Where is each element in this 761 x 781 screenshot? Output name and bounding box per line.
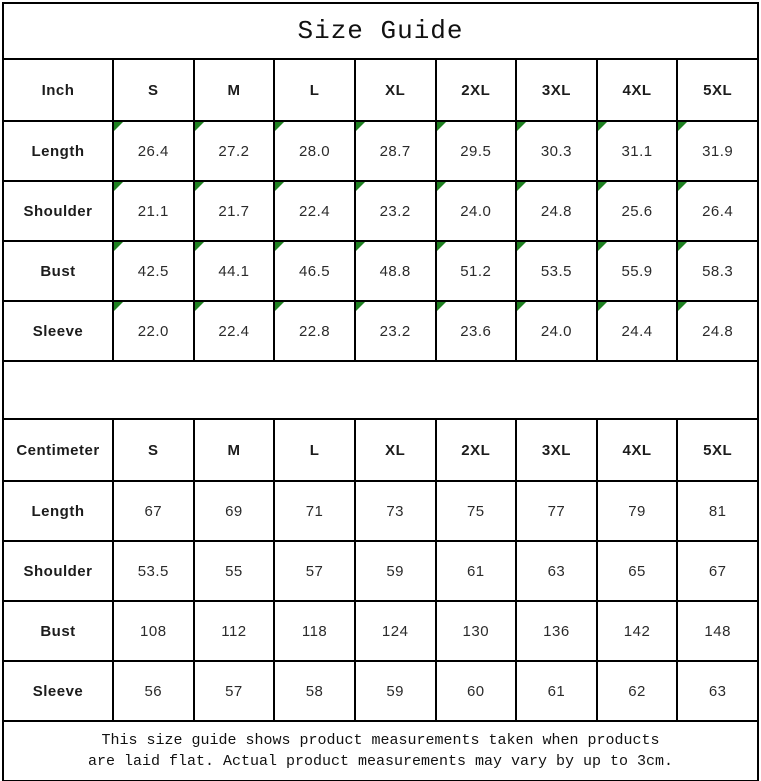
- spacer-row: [3, 361, 758, 419]
- value-cell: 28.7: [355, 121, 436, 181]
- flag-triangle-icon: [678, 242, 687, 251]
- value-cell: 61: [436, 541, 517, 601]
- value-cell: 67: [113, 481, 194, 541]
- value-cell: 48.8: [355, 241, 436, 301]
- value-cell: 59: [355, 541, 436, 601]
- row-label-cell: Bust: [3, 601, 113, 661]
- value-cell: 21.7: [194, 181, 275, 241]
- flag-triangle-icon: [517, 182, 526, 191]
- size-header-cell: M: [194, 59, 275, 121]
- flag-triangle-icon: [517, 242, 526, 251]
- value-cell: 27.2: [194, 121, 275, 181]
- size-header-cell: XL: [355, 59, 436, 121]
- value-cell: 58.3: [677, 241, 758, 301]
- row-label-cell: Sleeve: [3, 661, 113, 721]
- value-cell: 26.4: [677, 181, 758, 241]
- flag-triangle-icon: [114, 182, 123, 191]
- value-cell: 22.4: [194, 301, 275, 361]
- value-cell: 62: [597, 661, 678, 721]
- value-cell: 29.5: [436, 121, 517, 181]
- flag-triangle-icon: [517, 302, 526, 311]
- table-row: [3, 481, 758, 541]
- flag-triangle-icon: [356, 122, 365, 131]
- value-cell: 142: [597, 601, 678, 661]
- footer-note-line-2: are laid flat. Actual product measurements may vary by up to 3cm.: [87, 753, 674, 770]
- value-cell: 136: [516, 601, 597, 661]
- size-header-cell: 2XL: [436, 59, 517, 121]
- value-cell: 23.6: [436, 301, 517, 361]
- flag-triangle-icon: [437, 242, 446, 251]
- value-cell: 118: [274, 601, 355, 661]
- value-cell: 21.1: [113, 181, 194, 241]
- table-row: [3, 121, 758, 181]
- size-header-cell: 5XL: [677, 59, 758, 121]
- unit-label-cell: Centimeter: [3, 419, 113, 481]
- flag-triangle-icon: [678, 122, 687, 131]
- value-cell: 23.2: [355, 301, 436, 361]
- size-header-cell: 3XL: [516, 59, 597, 121]
- flag-triangle-icon: [114, 122, 123, 131]
- flag-triangle-icon: [437, 182, 446, 191]
- value-cell: 108: [113, 601, 194, 661]
- size-header-cell: L: [274, 59, 355, 121]
- flag-triangle-icon: [598, 182, 607, 191]
- flag-triangle-icon: [517, 122, 526, 131]
- value-cell: 58: [274, 661, 355, 721]
- value-cell: 124: [355, 601, 436, 661]
- unit-label-cell: Inch: [3, 59, 113, 121]
- value-cell: 61: [516, 661, 597, 721]
- flag-triangle-icon: [195, 122, 204, 131]
- value-cell: 51.2: [436, 241, 517, 301]
- value-cell: 73: [355, 481, 436, 541]
- table-row: [3, 181, 758, 241]
- flag-triangle-icon: [598, 302, 607, 311]
- flag-triangle-icon: [275, 302, 284, 311]
- size-header-cell: 4XL: [597, 59, 678, 121]
- value-cell: 57: [194, 661, 275, 721]
- value-cell: 60: [436, 661, 517, 721]
- footer-note-line-1: This size guide shows product measurements taken when products: [101, 732, 660, 749]
- header-row: [3, 419, 758, 481]
- flag-triangle-icon: [356, 182, 365, 191]
- page-title: Size Guide: [3, 3, 758, 59]
- flag-triangle-icon: [598, 242, 607, 251]
- value-cell: 63: [516, 541, 597, 601]
- value-cell: 75: [436, 481, 517, 541]
- value-cell: 53.5: [516, 241, 597, 301]
- table-row: [3, 601, 758, 661]
- size-header-cell: 4XL: [597, 419, 678, 481]
- value-cell: 57: [274, 541, 355, 601]
- value-cell: 112: [194, 601, 275, 661]
- flag-triangle-icon: [678, 182, 687, 191]
- value-cell: 31.1: [597, 121, 678, 181]
- spacer-cell: [3, 361, 758, 419]
- value-cell: 23.2: [355, 181, 436, 241]
- value-cell: 77: [516, 481, 597, 541]
- value-cell: 53.5: [113, 541, 194, 601]
- flag-triangle-icon: [114, 242, 123, 251]
- value-cell: 22.8: [274, 301, 355, 361]
- value-cell: 22.4: [274, 181, 355, 241]
- flag-triangle-icon: [275, 242, 284, 251]
- flag-triangle-icon: [437, 122, 446, 131]
- row-label-cell: Shoulder: [3, 181, 113, 241]
- value-cell: 69: [194, 481, 275, 541]
- value-cell: 56: [113, 661, 194, 721]
- flag-triangle-icon: [356, 242, 365, 251]
- size-header-cell: 2XL: [436, 419, 517, 481]
- footer-row: [3, 721, 758, 781]
- size-header-cell: 3XL: [516, 419, 597, 481]
- row-label-cell: Bust: [3, 241, 113, 301]
- value-cell: 24.4: [597, 301, 678, 361]
- value-cell: 46.5: [274, 241, 355, 301]
- value-cell: 30.3: [516, 121, 597, 181]
- value-cell: 22.0: [113, 301, 194, 361]
- title-row: [3, 3, 758, 59]
- flag-triangle-icon: [678, 302, 687, 311]
- value-cell: 79: [597, 481, 678, 541]
- row-label-cell: Sleeve: [3, 301, 113, 361]
- value-cell: 42.5: [113, 241, 194, 301]
- row-label-cell: Length: [3, 481, 113, 541]
- value-cell: 81: [677, 481, 758, 541]
- flag-triangle-icon: [598, 122, 607, 131]
- flag-triangle-icon: [275, 182, 284, 191]
- value-cell: 44.1: [194, 241, 275, 301]
- value-cell: 63: [677, 661, 758, 721]
- flag-triangle-icon: [275, 122, 284, 131]
- value-cell: 55.9: [597, 241, 678, 301]
- header-row: [3, 59, 758, 121]
- flag-triangle-icon: [195, 182, 204, 191]
- footer-note: [3, 721, 758, 781]
- size-header-cell: S: [113, 59, 194, 121]
- table-row: [3, 301, 758, 361]
- flag-triangle-icon: [437, 302, 446, 311]
- flag-triangle-icon: [195, 242, 204, 251]
- size-header-cell: 5XL: [677, 419, 758, 481]
- table-row: [3, 241, 758, 301]
- value-cell: 24.0: [516, 301, 597, 361]
- size-header-cell: L: [274, 419, 355, 481]
- value-cell: 130: [436, 601, 517, 661]
- value-cell: 67: [677, 541, 758, 601]
- size-header-cell: S: [113, 419, 194, 481]
- value-cell: 59: [355, 661, 436, 721]
- flag-triangle-icon: [195, 302, 204, 311]
- value-cell: 28.0: [274, 121, 355, 181]
- size-guide-table: [2, 2, 759, 781]
- value-cell: 25.6: [597, 181, 678, 241]
- value-cell: 71: [274, 481, 355, 541]
- value-cell: 26.4: [113, 121, 194, 181]
- row-label-cell: Length: [3, 121, 113, 181]
- value-cell: 65: [597, 541, 678, 601]
- size-header-cell: XL: [355, 419, 436, 481]
- row-label-cell: Shoulder: [3, 541, 113, 601]
- value-cell: 24.0: [436, 181, 517, 241]
- value-cell: 24.8: [677, 301, 758, 361]
- value-cell: 24.8: [516, 181, 597, 241]
- size-header-cell: M: [194, 419, 275, 481]
- table-row: [3, 661, 758, 721]
- value-cell: 55: [194, 541, 275, 601]
- flag-triangle-icon: [356, 302, 365, 311]
- table-row: [3, 541, 758, 601]
- flag-triangle-icon: [114, 302, 123, 311]
- value-cell: 148: [677, 601, 758, 661]
- value-cell: 31.9: [677, 121, 758, 181]
